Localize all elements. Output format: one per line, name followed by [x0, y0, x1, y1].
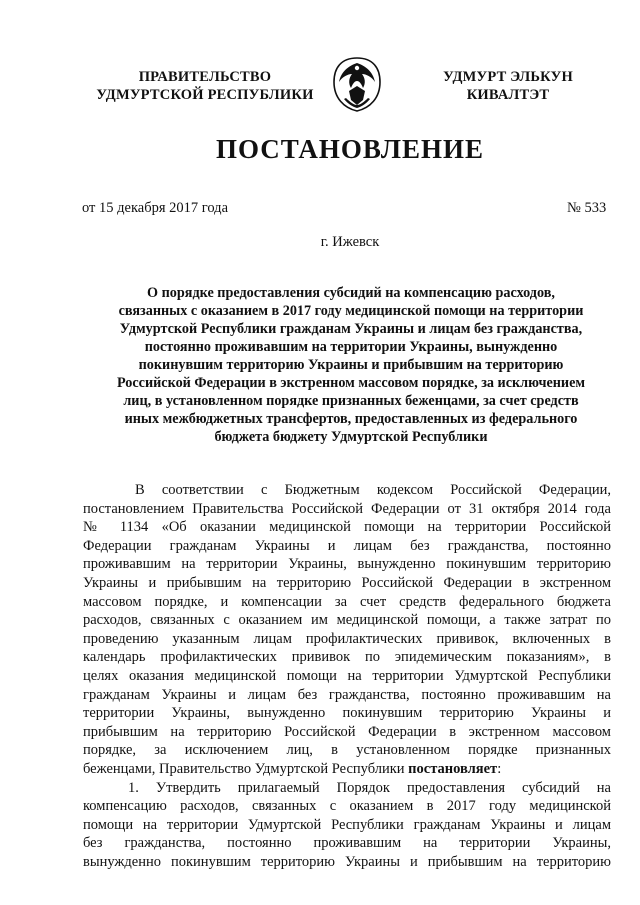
resolves-keyword: постановляет	[408, 760, 498, 777]
body-line: порядке, за исключением лиц, в установленном порядке признанных	[83, 742, 611, 759]
document-number: № 533	[567, 200, 607, 216]
body-line-text: беженцами, Правительство Удмуртской Республики	[83, 760, 405, 777]
title-line: связанных с оказанием в 2017 году медицинской помощи на территории	[118, 303, 584, 319]
title-line: покинувшим территорию Украины и прибывшим на территорию	[138, 357, 564, 373]
body-line: целях оказания медицинской помощи на территории Удмуртской Республики	[83, 667, 611, 684]
item-line: помощи на территории Удмуртской Республики гражданам Украины и лицам	[83, 816, 611, 833]
body-line: № 1134 «Об оказании медицинской помощи на территории Российской	[83, 519, 611, 536]
title-line: Российской Федерации в экстренном массовом порядке, за исключением	[116, 375, 586, 391]
body-line: проведению указанным лицам профилактических прививок, включенных в	[83, 630, 611, 647]
document-subject-title	[95, 284, 607, 446]
header-right	[412, 68, 604, 104]
body-line: территории Украины, вынужденно покинувшим территорию Украины и	[83, 705, 611, 722]
document-city: г. Ижевск	[320, 234, 380, 250]
body-line: постановлением Правительства Российской Федерации от 31 октября 2014 года	[83, 500, 611, 517]
body-line: Федерации гражданам Украины и лицам без гражданства, постоянно	[83, 537, 611, 554]
item-line: без гражданства, постоянно проживавшим на территории Украины,	[83, 835, 611, 852]
body-line: проживавшим на территории Украины, вынужденно покинувшим территорию	[83, 556, 611, 573]
body-line: расходов, связанных с оказанием им медицинской помощи, а также затрат по	[83, 612, 611, 629]
header-right-line: КИВАЛТЭТ	[466, 87, 550, 103]
title-line: иных межбюджетных трансфертов, предоставленных из федерального	[124, 411, 578, 427]
item-line: вынужденно покинувшим территорию Украины и прибывшим на территорию	[83, 853, 611, 870]
document-type-title: ПОСТАНОВЛЕНИЕ	[215, 134, 485, 164]
item-1-paragraph	[83, 779, 611, 872]
header-right-line: УДМУРТ ЭЛЬКУН	[443, 69, 573, 85]
header-left	[80, 68, 330, 104]
document-date: от 15 декабря 2017 года	[82, 200, 228, 216]
body-line: Украины и прибывшим на территорию Российской Федерации в экстренном	[83, 574, 611, 591]
body-line-last	[83, 760, 611, 779]
resolves-colon: :	[497, 760, 502, 777]
title-line: постоянно проживавшим на территории Украины, вынужденно	[144, 339, 558, 355]
header-left-line: ПРАВИТЕЛЬСТВО	[138, 69, 272, 85]
coat-of-arms-udmurtia-icon	[329, 54, 385, 114]
document-body	[83, 481, 611, 871]
title-line: О порядке предоставления субсидий на компенсацию расходов,	[147, 285, 555, 301]
header-left-line: УДМУРТСКОЙ РЕСПУБЛИКИ	[96, 87, 314, 103]
body-line: гражданам Украины и лицам без гражданства, постоянно проживавшим на	[83, 686, 611, 703]
item-line: компенсацию расходов, связанных с оказанием в 2017 году медицинской	[83, 798, 611, 815]
title-line: лиц, в установленном порядке признанных беженцами, за счет средств	[123, 393, 579, 409]
body-line: календарь профилактических прививок по эпидемическим показаниям», в	[83, 649, 611, 666]
preamble-paragraph	[83, 481, 611, 779]
body-line: В соответствии с Бюджетным кодексом Российской Федерации,	[135, 482, 611, 498]
body-line: массовом порядке, и компенсации за счет средств федерального бюджета	[83, 593, 611, 610]
item-line: 1. Утвердить прилагаемый Порядок предоставления субсидий на	[128, 779, 611, 796]
title-line: Удмуртской Республики гражданам Украины и лицам без гражданства,	[119, 321, 583, 337]
title-line: бюджета бюджету Удмуртской Республики	[214, 429, 488, 445]
body-line: прибывшим на территорию Российской Федерации в экстренном массовом	[83, 723, 611, 740]
